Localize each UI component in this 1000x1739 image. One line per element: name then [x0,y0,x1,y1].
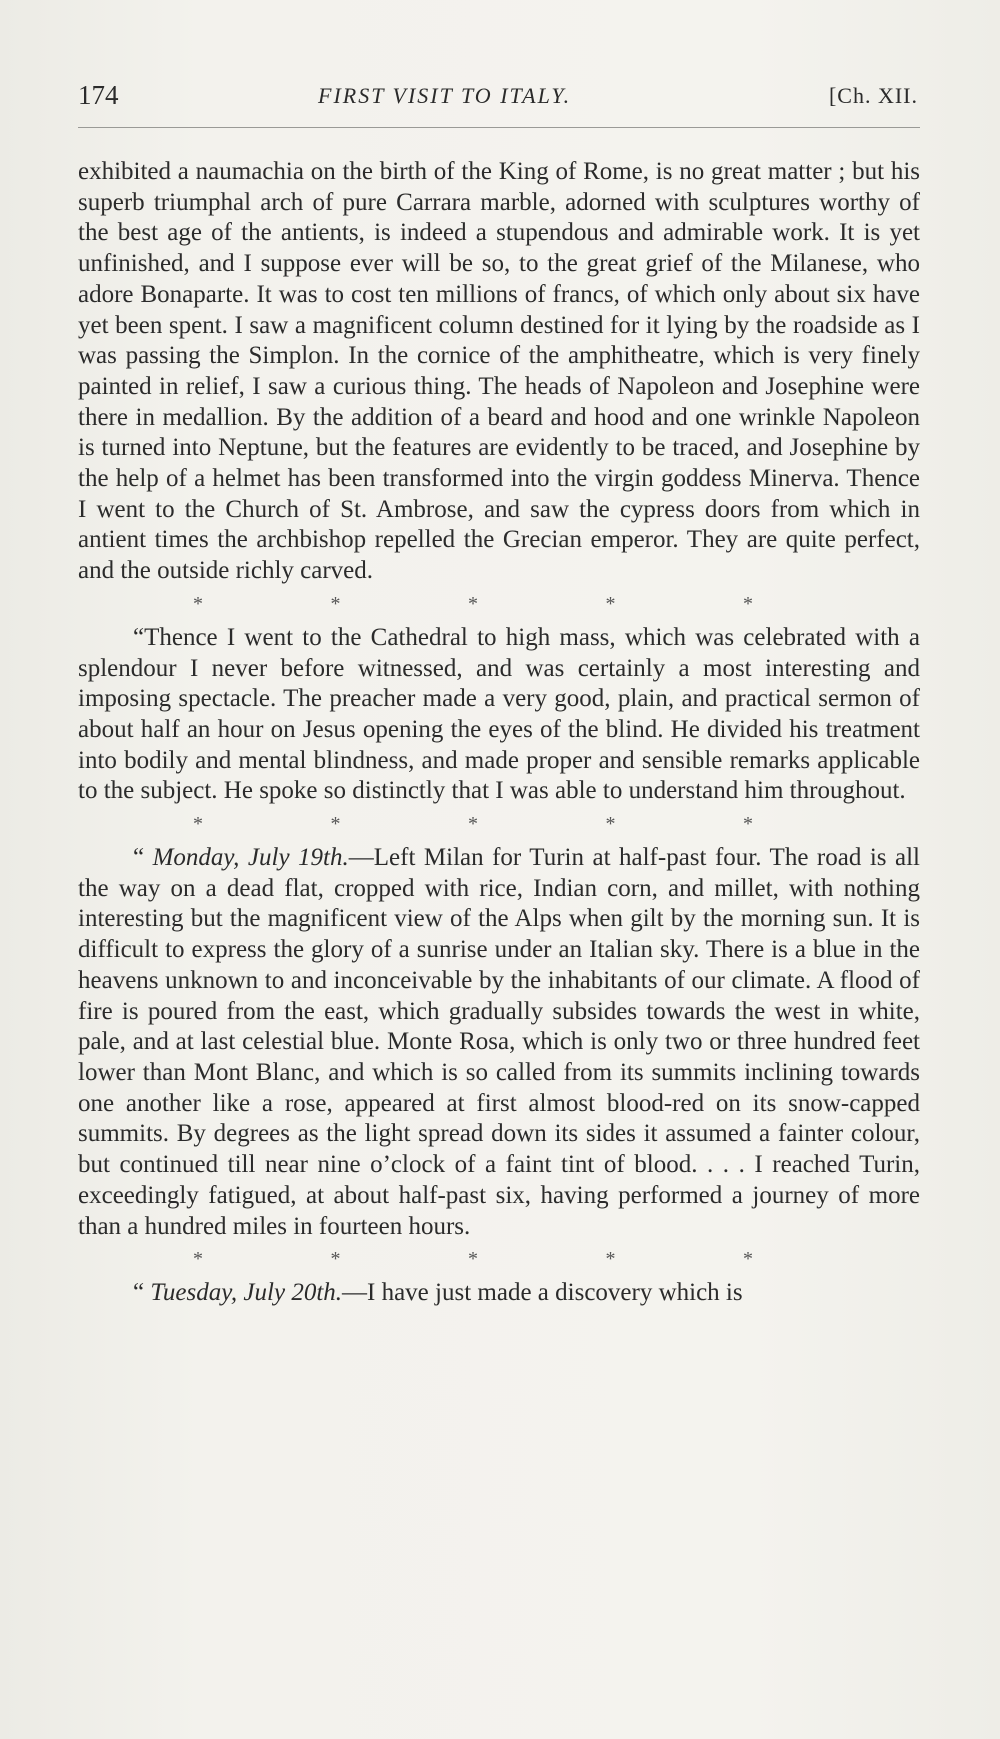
asterisk: * [605,1248,616,1271]
opening-quote: “ [133,844,153,872]
running-head [78,80,920,120]
paragraph-3 [78,843,920,1242]
opening-quote: “ [133,1279,151,1307]
asterisk: * [468,1248,478,1271]
asterisk: * [193,1248,203,1271]
paragraph-1: exhibited a naumachia on the birth of the King of Rome, is no great matter ; but his superb triumphal arch of pure Carrara marble, adorned with sculptures worthy of the best age of the antients, is indeed a stupendous and admirable work. It is yet unfinished, and I suppose ever will be so, to the great grief of the Milanese, who adore Bonaparte. It was to cost ten millions of francs, of which only about six have yet been spent. I saw a magnificent column destined for it lying by the roadside as I was passing the Simplon. In the cornice of the amphitheatre, which is very finely painted in relief, I saw a curious thing. The heads of Napoleon and Josephine were there in medallion. By the addition of a beard and hood and one wrinkle Napoleon is turned into Neptune, but the features are evidently to be traced, and Josephine by the help of a helmet has been transformed into the virgin goddess Minerva. Thence I went to the Church of St. Ambrose, and saw the cypress doors from which in antient times the archbishop repelled the Grecian emperor. They are quite perfect, and the outside richly carved. [78,158,920,585]
chapter-reference: [Ch. XII. [828,83,918,108]
asterisk: * [330,813,341,836]
asterisk: * [743,592,753,615]
section-break-1 [193,591,753,617]
asterisk: * [193,813,203,836]
asterisk: * [330,592,341,615]
header-rule [78,127,920,128]
asterisk: * [330,1248,341,1271]
page-number: 174 [78,80,119,110]
paragraph-3-text: —Left Milan for Turin at half-past four. The road is all the way on a dead flat, cropped with rice, Indian corn, and millet, with nothing interesting but the magnificent view of the Alps when gilt by the morning sun. It is difficult to express the glory of a sunrise under an Italian sky. There is a blue in the heavens unknown to and inconceivable by the inhabitants of our climate. A flood of fire is poured from the east, which gradually subsides towards the west in white, pale, and at last celestial blue. Monte Rosa, which is only two or three hundred feet lower than Mont Blanc, and which is so called from its summits inclining towards one another like a rose, appeared at first almost blood-red on its snow-capped summits. By degrees as the light spread down its sides it assumed a fainter colour, but continued till near nine o’clock of a faint tint of blood. . . . I reached Turin, exceedingly fatigued, at about half-past six, having performed a journey of more than a hundred miles in fourteen hours. [78,844,920,1240]
asterisk: * [743,1248,753,1271]
section-break-2 [193,811,753,837]
running-title: FIRST VISIT TO ITALY. [318,83,572,108]
paragraph-4 [78,1278,920,1309]
asterisk: * [605,592,616,615]
asterisk: * [468,592,478,615]
asterisk: * [605,813,616,836]
paragraph-4-text: —I have just made a discovery which is [342,1279,743,1307]
section-break-3 [193,1246,753,1272]
asterisk: * [468,813,478,836]
body-text [78,157,920,1309]
diary-date: Monday, July 19th. [152,844,349,872]
asterisk: * [193,592,203,615]
paragraph-2: “Thence I went to the Cathedral to high mass, which was celebrated with a splendour I never before witnessed, and was certainly a most interesting and imposing spectacle. The preacher made a very good, plain, and practical sermon of about half an hour on Jesus opening the eyes of the blind. He divided his treatment into bodily and mental blindness, and made proper and sensible remarks applicable to the subject. He spoke so distinctly that I was able to understand him throughout. [78,623,920,805]
diary-date: Tuesday, July 20th. [150,1279,343,1307]
asterisk: * [743,813,753,836]
